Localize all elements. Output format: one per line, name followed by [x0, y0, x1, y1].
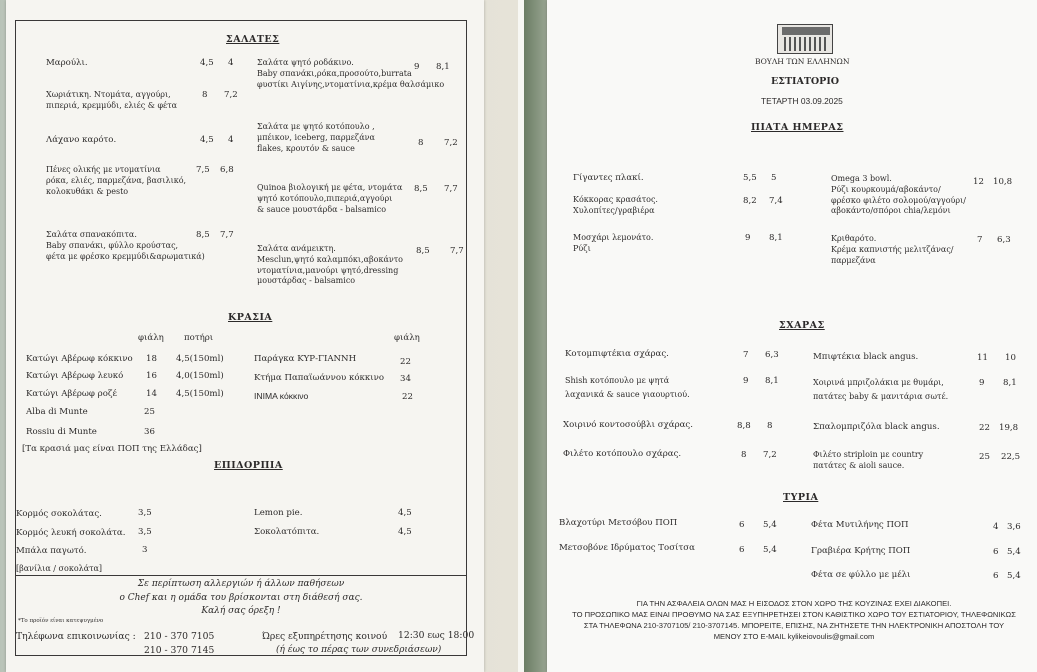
menu-item-price-discount: 7,2 — [224, 90, 238, 100]
menu-item-name: Λάχανο καρότο. — [46, 135, 117, 145]
grill-item-name: Shish κοτόπουλο με ψητά λαχανικά & sauce γιαουρτιού. — [565, 376, 690, 399]
grill-price-discount: 19,8 — [999, 423, 1019, 433]
grill-price: 22 — [979, 423, 990, 433]
grill-price: 11 — [977, 353, 988, 363]
frozen-footnote: *Το προϊόν είναι κατεψυγμένο — [18, 618, 104, 624]
menu-item-price: 8,5 — [414, 184, 428, 194]
menu-item-price: 8,5 — [196, 230, 210, 240]
menu-item-price-discount: 4 — [228, 135, 234, 145]
grill-item-name: Φιλέτο striploin με country πατάτες & aioli sauce. — [813, 450, 924, 470]
menu-item-name: Σαλάτα ανάμεικτη. Mesclun,ψητό καλαμπόκι,αβοκάντο ντοματίνια,μανούρι ψητό,dressing μουστάρδας - balsamico — [257, 244, 403, 286]
cheese-price: 4 — [993, 522, 999, 532]
cheese-price-discount: 5,4 — [763, 520, 777, 530]
dish-name: Κριθαρότο. Κρέμα καπνιστής μελιτζάνας/ παρμεζάνα — [831, 234, 954, 265]
dish-name: Omega 3 bowl. Ρύζι κουρκουμά/αβοκάντο/ φρέσκο φιλέτο σολομού/αγγούρι/ αβοκάντο/σπόροι chia/λεμόνι — [831, 174, 966, 216]
grill-price-discount: 8,1 — [765, 376, 779, 386]
kitchen-access-notice: ΓΙΑ ΤΗΝ ΑΣΦΑΛΕΙΑ ΟΛΩΝ ΜΑΣ Η ΕΙΣΟΔΟΣ ΣΤΟΝ ΧΩΡΟ ΤΗΣ ΚΟΥΖΙΝΑΣ ΕΧΕΙ ΔΙΑΚΟΠΕΙ. ΤΟ ΠΡΟΣΩΠΙΚΟ ΜΑΣ ΕΙΝΑΙ ΠΡΟΘΥΜΟ ΝΑ ΣΑΣ ΕΞΥΠΗΡΕΤΗΣΕΙ ΣΤΟΝ ΚΑΘΙΣΤΙΚΟ ΧΩΡΟ ΤΟΥ ΕΣΤΙΑΤΟΡΙΟΥ, ΤΗΛΕΦΩΝΙΚΩΣ ΣΤΑ ΤΗΛΕΦΩΝΑ 210-3707105/ 210-3707145. ΜΠΟΡΕΙΤΕ, ΕΠΙΣΗΣ, ΝΑ ΖΗΤΗΣΕΤΕ ΤΗΝ ΗΛΕΚΤΡΟΝΙΚΗ ΑΠΟΣΤΟΛΗ ΤΟΥ ΜΕΝΟΥ ΣΤΟ E-MAIL kylikeiovoulis@gmail.com — [572, 599, 1016, 641]
wine-col-bottle: φιάλη — [138, 333, 164, 343]
grill-item-name: Χοιρινά μπριζολάκια με θυμάρι, πατάτες baby & μανιτάρια σωτέ. — [813, 378, 949, 401]
parliament-emblem — [777, 24, 833, 54]
menu-item-price-discount: 6,8 — [220, 165, 234, 175]
dessert-price: 3,5 — [138, 508, 152, 518]
wine-name: ΙΝΙΜΑ κόκκινο — [254, 391, 309, 401]
dishes-heading: ΠΙΑΤΑ ΗΜΕΡΑΣ — [751, 122, 844, 133]
menu-item-name: Σαλάτα με ψητό κοτόπουλο , μπέικον, iceberg, παρμεζάνα flakes, κρουτόν & sauce — [257, 122, 375, 153]
wine-glass-price: 4,5(150ml) — [176, 354, 224, 364]
grill-price-discount: 6,3 — [765, 350, 779, 360]
menu-item-name: Πένες ολικής με ντοματίνια ρόκα, ελιές, παρμεζάνα, βασιλικό, κολοκυθάκι & pesto — [46, 165, 187, 196]
wine-name: Κατώγι Αβέρωφ κόκκινο — [26, 354, 133, 364]
grill-heading: ΣΧΑΡΑΣ — [779, 320, 825, 331]
dish-name: Μοσχάρι λεμονάτο. Ρύζι — [573, 233, 654, 253]
menu-item-name: Quinoa βιολογική με φέτα, ντομάτα ψητό κοτόπουλο,πιπεριά,αγγούρι & sauce μουστάρδα - balsamico — [257, 183, 403, 214]
wines-note: [Τα κρασιά μας είναι ΠΟΠ της Ελλάδας] — [22, 444, 202, 454]
grill-item-name: Κοτομπιφτέκια σχάρας. — [565, 349, 669, 359]
cheese-price: 6 — [739, 545, 745, 555]
wine-glass-price: 4,0(150ml) — [176, 371, 224, 381]
dish-price-discount: 7,4 — [769, 196, 783, 206]
grill-item-name: Φιλέτο κοτόπουλο σχάρας. — [563, 449, 682, 459]
phone-number-1: 210 - 370 7105 — [144, 631, 215, 642]
wine-glass-price: 4,5(150ml) — [176, 389, 224, 399]
grill-price: 25 — [979, 452, 990, 462]
menu-item-price: 8,5 — [416, 246, 430, 256]
emblem-roof — [782, 27, 830, 35]
dessert-name: Κορμός λευκή σοκολάτα. — [16, 528, 126, 538]
wine-name: Κατώγι Αβέρωφ ροζέ — [26, 389, 117, 399]
cheese-name: Βλαχοτύρι Μετσόβου ΠΟΠ — [559, 518, 678, 528]
cheese-name: Μετσοβόνε Ιδρύματος Τοσίτσα — [559, 543, 695, 553]
menu-item-price-discount: 7,2 — [444, 138, 458, 148]
cheese-price: 6 — [739, 520, 745, 530]
grill-price: 7 — [743, 350, 749, 360]
dessert-price: 4,5 — [398, 527, 412, 537]
cheese-name: Φέτα Μυτιλήνης ΠΟΠ — [811, 520, 909, 530]
menu-item-price-discount: 8,1 — [436, 62, 450, 72]
dish-price: 8,2 — [743, 196, 757, 206]
footer-rule — [15, 575, 467, 576]
wine-bottle-price: 25 — [144, 407, 155, 417]
menu-item-price-discount: 4 — [228, 58, 234, 68]
grill-price-discount: 10 — [1005, 353, 1016, 363]
wine-bottle-price: 16 — [146, 371, 157, 381]
wine-bottle-price: 36 — [144, 427, 155, 437]
wine-name: Rossiu di Munte — [26, 427, 97, 437]
allergy-notice: Σε περίπτωση αλλεργιών ή άλλων παθήσεων ο Chef και η ομάδα του βρίσκονται στη διάθεσή σας. Καλή σας όρεξη ! — [119, 579, 363, 616]
dish-name: Γίγαντες πλακί. — [573, 173, 644, 183]
dessert-price: 3 — [142, 545, 148, 555]
wine-name: Παράγκα ΚΥΡ-ΓΙΑΝΝΗ — [254, 354, 357, 364]
emblem-columns — [784, 37, 828, 51]
restaurant-title: ΕΣΤΙΑΤΟΡΙΟ — [771, 76, 840, 87]
cheese-heading: ΤΥΡΙΑ — [783, 492, 819, 503]
desserts-heading: ΕΠΙΔΟΡΠΙΑ — [214, 460, 283, 471]
dessert-name: Σοκολατόπιτα. — [254, 527, 320, 537]
hours-value: 12:30 εως 18:00 — [398, 630, 475, 641]
cheese-name: Φέτα σε φύλλο με μέλι — [811, 570, 911, 580]
wine-bottle-price: 14 — [146, 389, 157, 399]
wine-col-glass: ποτήρι — [184, 333, 214, 343]
cheese-price-discount: 5,4 — [763, 545, 777, 555]
wine-bottle-price: 34 — [400, 374, 411, 384]
menu-item-name: Σαλάτα σπανακόπιτα. Baby σπανάκι, φύλλο κρούστας, φέτα με φρέσκο κρεμμύδι&αρωματικά) — [46, 230, 205, 261]
menu-page-left — [6, 0, 484, 672]
grill-price-discount: 8,1 — [1003, 378, 1017, 388]
cheese-price: 6 — [993, 547, 999, 557]
cheese-price-discount: 5,4 — [1007, 547, 1021, 557]
dish-name: Κόκκορας κρασάτος. Χυλοπίτες/γραβιέρα — [573, 195, 658, 215]
grill-item-name: Χοιρινό κοντοσούβλι σχάρας. — [563, 420, 693, 430]
grill-item-name: Μπιφτέκια black angus. — [813, 352, 919, 362]
hours-note: (ή έως το πέρας των συνεδριάσεων) — [276, 645, 442, 655]
phones-label: Τηλέφωνα επικοινωνίας : — [16, 631, 136, 642]
menu-page-right — [547, 0, 1037, 672]
dish-price-discount: 8,1 — [769, 233, 783, 243]
phone-number-2: 210 - 370 7145 — [144, 645, 215, 656]
dish-price: 7 — [977, 235, 983, 245]
wine-bottle-price: 22 — [400, 357, 411, 367]
dish-price-discount: 10,8 — [993, 177, 1013, 187]
grill-price-discount: 22,5 — [1001, 452, 1021, 462]
menu-date: ΤΕΤΑΡΤΗ 03.09.2025 — [761, 96, 843, 106]
menu-item-price: 9 — [414, 62, 420, 72]
grill-price-discount: 8 — [767, 421, 773, 431]
dish-price: 12 — [973, 177, 984, 187]
menu-item-price: 4,5 — [200, 58, 214, 68]
dessert-name: Μπάλα παγωτό. — [16, 546, 87, 556]
menu-item-price-discount: 7,7 — [444, 184, 458, 194]
menu-item-price: 4,5 — [200, 135, 214, 145]
dessert-note: [βανίλια / σοκολάτα] — [16, 564, 103, 573]
menu-item-name: Χωριάτικη. Ντομάτα, αγγούρι, πιπεριά, κρεμμύδι, ελιές & φέτα — [46, 90, 178, 110]
grill-item-name: Σπαλομπριζόλα black angus. — [813, 422, 940, 432]
wine-col-bottle-right: φιάλη — [394, 333, 420, 343]
wines-heading: ΚΡΑΣΙΑ — [228, 312, 273, 323]
grill-price: 9 — [979, 378, 985, 388]
dessert-price: 3,5 — [138, 527, 152, 537]
cheese-price: 6 — [993, 571, 999, 581]
dish-price: 5,5 — [743, 173, 757, 183]
wine-name: Κατώγι Αβέρωφ λευκό — [26, 371, 124, 381]
salads-heading: ΣΑΛΑΤΕΣ — [226, 34, 280, 45]
dish-price-discount: 5 — [771, 173, 777, 183]
cheese-price-discount: 3,6 — [1007, 522, 1021, 532]
dessert-name: Κορμός σοκολάτας. — [16, 509, 102, 519]
wine-bottle-price: 22 — [402, 392, 413, 402]
grill-price: 8 — [741, 450, 747, 460]
menu-item-price: 8 — [418, 138, 424, 148]
dish-price: 9 — [745, 233, 751, 243]
menu-item-price: 8 — [202, 90, 208, 100]
menu-item-name: Μαρούλι. — [46, 58, 88, 68]
wine-name: Alba di Munte — [26, 407, 88, 417]
cheese-name: Γραβιέρα Κρήτης ΠΟΠ — [811, 546, 911, 556]
wine-bottle-price: 18 — [146, 354, 157, 364]
dessert-name: Lemon pie. — [254, 508, 303, 518]
grill-price: 8,8 — [737, 421, 751, 431]
hours-label: Ώρες εξυπηρέτησης κοινού — [262, 631, 388, 642]
grill-price: 9 — [743, 376, 749, 386]
menu-item-price-discount: 7,7 — [220, 230, 234, 240]
menu-item-price-discount: 7,7 — [450, 246, 464, 256]
menu-item-price: 7,5 — [196, 165, 210, 175]
grill-price-discount: 7,2 — [763, 450, 777, 460]
cheese-price-discount: 5,4 — [1007, 571, 1021, 581]
org-name: ΒΟΥΛΗ ΤΩΝ ΕΛΛΗΝΩΝ — [755, 57, 850, 66]
wine-name: Κτήμα Παπαϊωάννου κόκκινο — [254, 373, 385, 383]
dessert-price: 4,5 — [398, 508, 412, 518]
menu-item-name: Σαλάτα ψητό ροδάκινο. Baby σπανάκι,ρόκα,προσούτο,burrata φυστίκι Αιγίνης,ντοματίνια,κρέμα θαλσάμικο — [257, 58, 445, 89]
dish-price-discount: 6,3 — [997, 235, 1011, 245]
